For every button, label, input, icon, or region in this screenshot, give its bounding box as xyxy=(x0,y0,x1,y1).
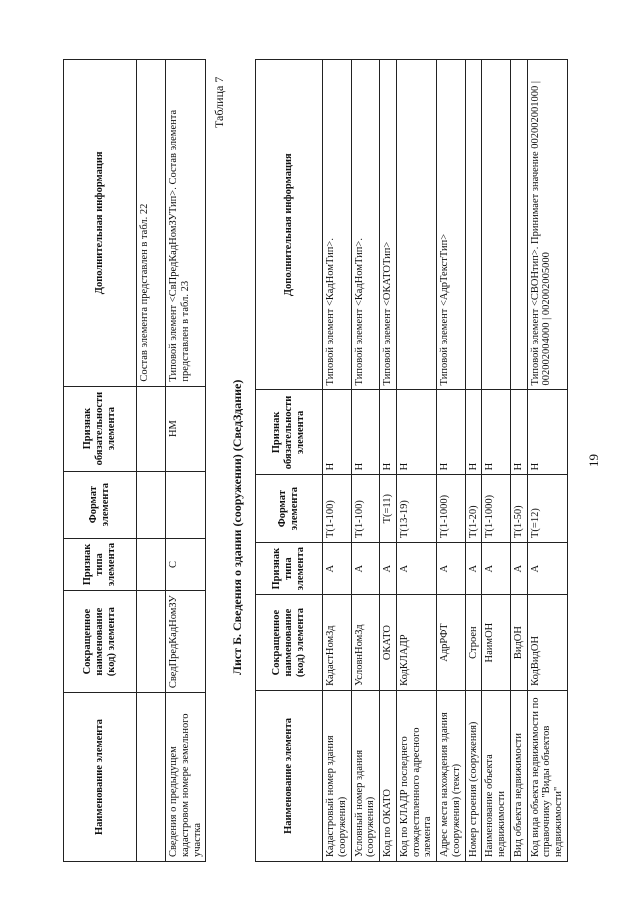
header-cell: Дополнительная информация xyxy=(256,60,323,390)
table-row xyxy=(380,60,397,862)
cell: НМ xyxy=(166,386,206,471)
header-cell: Признак обязательности элемента xyxy=(64,386,137,471)
table-row xyxy=(482,60,511,862)
cell: А xyxy=(527,543,567,595)
cell: А xyxy=(437,543,466,595)
cell: Н xyxy=(510,390,527,475)
cell: Т(1-20) xyxy=(465,475,482,543)
table-main-header xyxy=(256,60,323,862)
cell: Типовой элемент <КадНомТип>. xyxy=(351,60,380,390)
cell: Типовой элемент <СвПредКадНомЗУТип>. Состав элемента представлен в табл. 23 xyxy=(166,60,206,387)
cell: А xyxy=(380,543,397,595)
table-row xyxy=(510,60,527,862)
cell: Т(13-19) xyxy=(396,475,436,543)
cell: А xyxy=(351,543,380,595)
cell: Т(1-100) xyxy=(323,475,352,543)
header-cell: Наименование элемента xyxy=(256,690,323,861)
header-cell: Сокращенное наименование (код) элемента xyxy=(256,595,323,691)
header-cell: Дополнительная информация xyxy=(64,60,137,387)
cell: Состав элемента представлен в табл. 22 xyxy=(137,60,166,387)
cell: УсловнНомЗд xyxy=(351,595,380,691)
cell: С xyxy=(166,538,206,590)
cell: Адрес места нахождения здания (сооружения) (текст) xyxy=(437,690,466,861)
cell: Типовой элемент <АдрТекстТип> xyxy=(437,60,466,390)
cell xyxy=(137,591,166,693)
cell: Н xyxy=(351,390,380,475)
cell xyxy=(137,471,166,538)
cell: Т(1-1000) xyxy=(437,475,466,543)
cell: А xyxy=(510,543,527,595)
cell: Н xyxy=(482,390,511,475)
table-row xyxy=(323,60,352,862)
cell: А xyxy=(465,543,482,595)
cell: Вид объекта недвижимости xyxy=(510,690,527,861)
table-row xyxy=(527,60,567,862)
cell: СведПредКадНомЗУ xyxy=(166,591,206,693)
cell: Строен xyxy=(465,595,482,691)
cell xyxy=(396,60,436,390)
table-top xyxy=(63,59,206,862)
cell xyxy=(137,693,166,862)
cell xyxy=(137,386,166,471)
cell: Н xyxy=(323,390,352,475)
cell: Код по ОКАТО xyxy=(380,690,397,861)
table-row xyxy=(465,60,482,862)
cell: Условный номер здания (сооружения) xyxy=(351,690,380,861)
cell: НаимОН xyxy=(482,595,511,691)
cell xyxy=(510,60,527,390)
cell: А xyxy=(323,543,352,595)
cell: Типовой элемент <КадНомТип>. xyxy=(323,60,352,390)
cell: Номер строения (сооружения) xyxy=(465,690,482,861)
cell: Т(1-50) xyxy=(510,475,527,543)
cell: КадастНомЗд xyxy=(323,595,352,691)
cell: Наименование объекта недвижимости xyxy=(482,690,511,861)
table-row xyxy=(166,60,206,862)
cell: Код вида объекта недвижимости по справочнику "Виды объектов недвижимости" xyxy=(527,690,567,861)
table-row xyxy=(137,60,166,862)
cell: КодВидОН xyxy=(527,595,567,691)
cell: Н xyxy=(465,390,482,475)
cell: Н xyxy=(396,390,436,475)
table-top-header xyxy=(64,60,137,862)
cell: А xyxy=(482,543,511,595)
table-number: Таблица 7 xyxy=(212,76,226,128)
cell: КодКЛАДР xyxy=(396,595,436,691)
header-cell: Сокращенное наименование (код) элемента xyxy=(64,591,137,693)
cell xyxy=(465,60,482,390)
cell: Типовой элемент <СВОНтип>. Принимает значение 002002001000 | 002002004000 | 002002005000 xyxy=(527,60,567,390)
cell xyxy=(482,60,511,390)
header-cell: Признак типа элемента xyxy=(64,538,137,590)
header-cell: Признак типа элемента xyxy=(256,543,323,595)
table-row xyxy=(437,60,466,862)
cell: А xyxy=(396,543,436,595)
cell: Т(1-1000) xyxy=(482,475,511,543)
header-cell: Формат элемента xyxy=(256,475,323,543)
table-row xyxy=(396,60,436,862)
cell: Н xyxy=(380,390,397,475)
cell: ВидОН xyxy=(510,595,527,691)
cell: Сведения о предыдущем кадастровом номере земельного участка xyxy=(166,693,206,862)
table-caption: Лист Б. Сведения о здании (сооружении) (СведЗдание) xyxy=(230,379,244,675)
table-main xyxy=(255,59,568,862)
header-cell: Формат элемента xyxy=(64,471,137,538)
header-cell: Признак обязательности элемента xyxy=(256,390,323,475)
page-number: 19 xyxy=(586,454,601,467)
cell: Т(1-100) xyxy=(351,475,380,543)
header-cell: Наименование элемента xyxy=(64,693,137,862)
cell xyxy=(166,471,206,538)
cell: Т(=11) xyxy=(380,475,397,543)
cell xyxy=(137,538,166,590)
cell: Код по КЛАДР последнего отождествленного адресного элемента xyxy=(396,690,436,861)
table-row xyxy=(351,60,380,862)
cell: Типовой элемент <ОКАТОТип> xyxy=(380,60,397,390)
cell: ОКАТО xyxy=(380,595,397,691)
cell: Н xyxy=(437,390,466,475)
cell: Т(=12) xyxy=(527,475,567,543)
cell: Кадастровый номер здания (сооружения) xyxy=(323,690,352,861)
cell: АдрРФТ xyxy=(437,595,466,691)
cell: Н xyxy=(527,390,567,475)
